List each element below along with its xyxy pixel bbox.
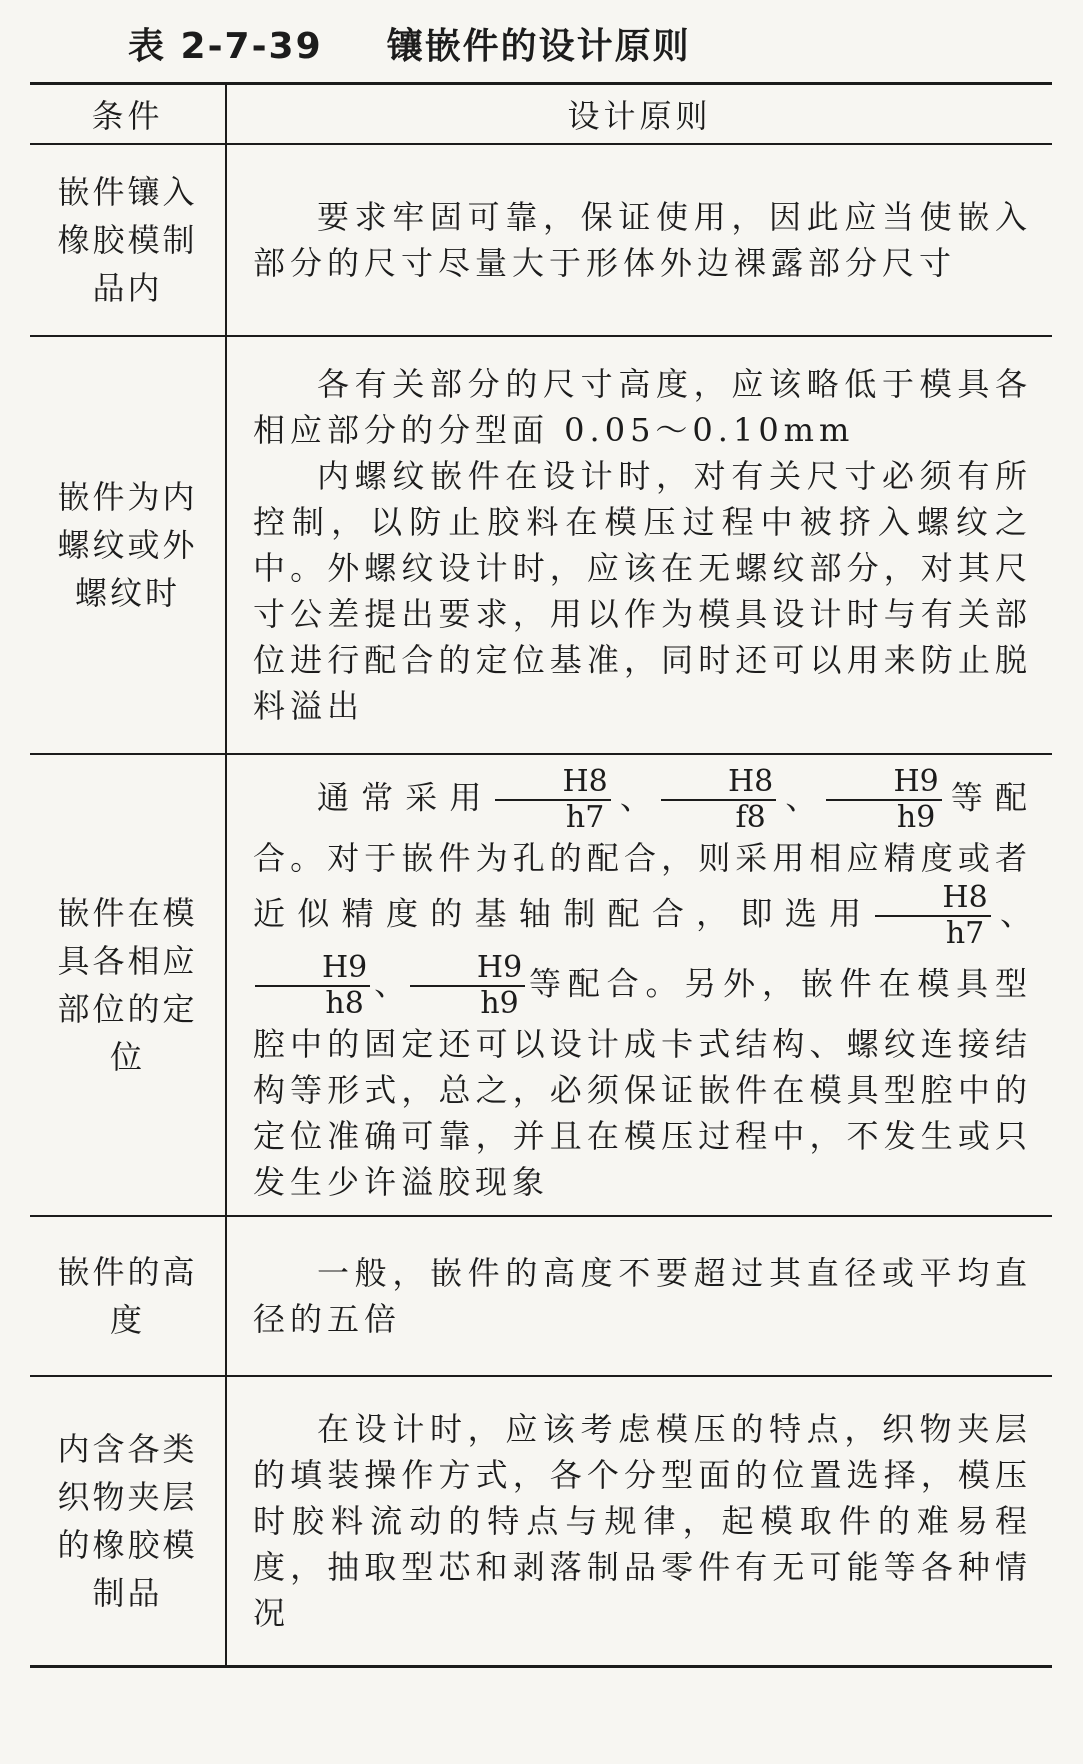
- fit-separator: 、: [372, 964, 408, 1003]
- fit-separator: 、: [992, 894, 1032, 933]
- table-title: 镶嵌件的设计原则: [386, 26, 691, 67]
- condition-cell: 内含各类织物夹层的橡胶模制品: [30, 1376, 226, 1667]
- fit-fraction: [255, 951, 370, 1021]
- principle-cell: [226, 1216, 1052, 1376]
- fit-fraction: [875, 881, 990, 951]
- table-row: [30, 336, 1052, 754]
- table-number: 表 2-7-39: [128, 26, 323, 67]
- table-row: [30, 1376, 1052, 1667]
- table-caption: [128, 18, 691, 69]
- principle-text: 内螺纹嵌件在设计时，对有关尺寸必须有所控制，以防止胶料在模压过程中被挤入螺纹之中。外螺纹设计时，应该在无螺纹部分，对其尺寸公差提出要求，用以作为模具设计时与有关部位进行配合的定位基准，同时还可以用来防止脱料溢出: [253, 457, 1032, 725]
- fit-separator: 、: [612, 778, 659, 817]
- table-row: [30, 1216, 1052, 1376]
- principle-text: 在设计时，应该考虑模压的特点，织物夹层的填装操作方式，各个分型面的位置选择，模压时胶料流动的特点与规律，起模取件的难易程度，抽取型芯和剥落制品零件有无可能等各种情况: [253, 1410, 1032, 1632]
- principle-text: 一般，嵌件的高度不要超过其直径或平均直径的五倍: [253, 1254, 1032, 1338]
- fit-numerator: H8: [495, 765, 610, 801]
- fit-denominator: h9: [896, 800, 936, 835]
- fit-numerator: H9: [826, 765, 941, 801]
- fit-fraction: [661, 765, 776, 835]
- fit-intro-text: 通常采用: [317, 778, 494, 817]
- fit-numerator: H9: [255, 951, 370, 987]
- fit-closing-text: 等配合。另外，嵌件在模具型腔中的固定还可以设计成卡式结构、螺纹连接结构等形式，总之，必须保证嵌件在模具型腔中的定位准确可靠，并且在模压过程中，不发生或只发生少许溢胶现象: [253, 964, 1032, 1201]
- fit-denominator: h9: [480, 986, 519, 1021]
- fit-fraction: [826, 765, 941, 835]
- condition-cell: 嵌件的高度: [30, 1216, 226, 1376]
- table-row: [30, 754, 1052, 1216]
- fit-denominator: h8: [325, 986, 364, 1021]
- fit-fraction: [410, 951, 525, 1021]
- principle-cell: [226, 754, 1052, 1216]
- fit-denominator: f8: [735, 800, 766, 835]
- principle-cell: [226, 336, 1052, 754]
- fit-fraction: [495, 765, 610, 835]
- table-row: [30, 144, 1052, 336]
- condition-cell: 嵌件为内螺纹或外螺纹时: [30, 336, 226, 754]
- fit-numerator: H8: [875, 881, 990, 917]
- header-principle: 设计原则: [226, 84, 1052, 145]
- header-condition: 条件: [30, 84, 226, 145]
- principle-text: 各有关部分的尺寸高度，应该略低于模具各相应部分的分型面 0.05～0.10mm: [253, 365, 1032, 449]
- principle-cell: [226, 144, 1052, 336]
- fit-denominator: h7: [945, 916, 985, 951]
- principle-text: [253, 765, 1032, 1205]
- principle-cell: [226, 1376, 1052, 1667]
- fit-middle-text: 等配合。对于嵌件为孔的配合，则采用相应精度或者近似精度的基轴制配合，即选用: [253, 778, 1032, 933]
- fit-numerator: H9: [410, 951, 525, 987]
- fit-denominator: h7: [565, 800, 605, 835]
- fit-numerator: H8: [661, 765, 776, 801]
- condition-cell: 嵌件镶入橡胶模制品内: [30, 144, 226, 336]
- principle-text: 要求牢固可靠，保证使用，因此应当使嵌入部分的尺寸尽量大于形体外边裸露部分尺寸: [253, 198, 1032, 282]
- design-principles-table: [30, 82, 1052, 1668]
- condition-cell: 嵌件在模具各相应部位的定位: [30, 754, 226, 1216]
- table-header-row: [30, 84, 1052, 145]
- fit-separator: 、: [778, 778, 825, 817]
